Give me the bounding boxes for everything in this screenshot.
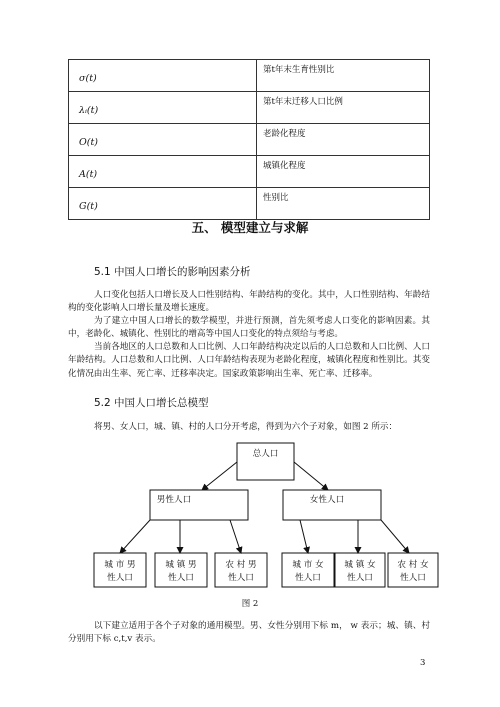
edge (120, 520, 150, 553)
section-heading: 五、 模型建立与求解 (191, 220, 309, 235)
symbol-cell: A(t) (69, 156, 257, 188)
edge (381, 520, 409, 553)
male-label: 男性人口 (156, 495, 192, 505)
paragraph: 人口变化包括人口增长及人口性别结构、年龄结构的变化。其中，人口性别结构、年龄结构的变化影响人口增长量及增长速度。 (68, 290, 430, 314)
leaf-label: 农 村 女 (397, 560, 429, 570)
description-cell: 性别比 (257, 188, 430, 220)
symbol-cell: σ(t) (69, 60, 257, 92)
leaf-label: 农 村 男 (225, 560, 257, 570)
leaf-label: 性人口 (295, 573, 321, 583)
subsection-title-5-1: 5.1 中国人口增长的影响因素分析 (94, 266, 251, 278)
paragraph: 当前各地区的人口总数和人口比例、人口年龄结构决定以后的人口总数和人口比例、人口年龄结构。人口总数和人口比例、人口年龄结构表现为老龄化程度，城镇化程度和性别比。其变化情况由出生率、死亡率、迁移率决定。国家政策影响出生率、死亡率、迁移率。 (68, 342, 430, 379)
leaf-label: 性人口 (400, 573, 426, 583)
leaf-label: 性人口 (347, 573, 373, 583)
leaf-label: 性人口 (228, 573, 254, 583)
leaf-label: 性人口 (107, 573, 133, 583)
subsection-title-5-2: 5.2 中国人口增长总模型 (94, 397, 209, 409)
paragraph: 以下建立适用于各个子对象的通用模型。男、女性分别用下标 m， w 表示；城、镇、村分别用下标 c,t,v 表示。 (68, 621, 430, 645)
root-label: 总人口 (252, 449, 279, 459)
description-cell: 老龄化程度 (257, 124, 430, 156)
description-cell: 第t年末迁移人口比例 (257, 92, 430, 124)
edge (294, 462, 328, 490)
symbol-cell: λᵢ(t) (69, 92, 257, 124)
figure-caption: 图 2 (241, 599, 259, 609)
symbol-cell: O(t) (69, 124, 257, 156)
edge (230, 520, 241, 553)
paragraph: 将男、女人口，城、镇、村的人口分开考虑，得到为六个子对象，如图 2 所示： (94, 422, 398, 432)
edge (202, 462, 237, 490)
page-number: 3 (420, 658, 426, 668)
description-cell: 第t年末生育性别比 (257, 60, 430, 92)
leaf-label: 城 镇 女 (344, 560, 376, 570)
edge (300, 520, 308, 553)
symbol-cell: G(t) (69, 188, 257, 220)
description-cell: 城镇化程度 (257, 156, 430, 188)
female-label: 女性人口 (309, 495, 345, 505)
leaf-label: 性人口 (168, 573, 194, 583)
leaf-label: 城 市 女 (292, 560, 324, 570)
leaf-label: 城 镇 男 (165, 560, 197, 570)
paragraph: 为了建立中国人口增长的数学模型，并进行预测，首先须考虑人口变化的影响因素。其中，老龄化、城镇化、性别比的增高等中国人口变化的特点须给与考虑。 (68, 316, 430, 340)
leaf-label: 城 市 男 (104, 560, 136, 570)
